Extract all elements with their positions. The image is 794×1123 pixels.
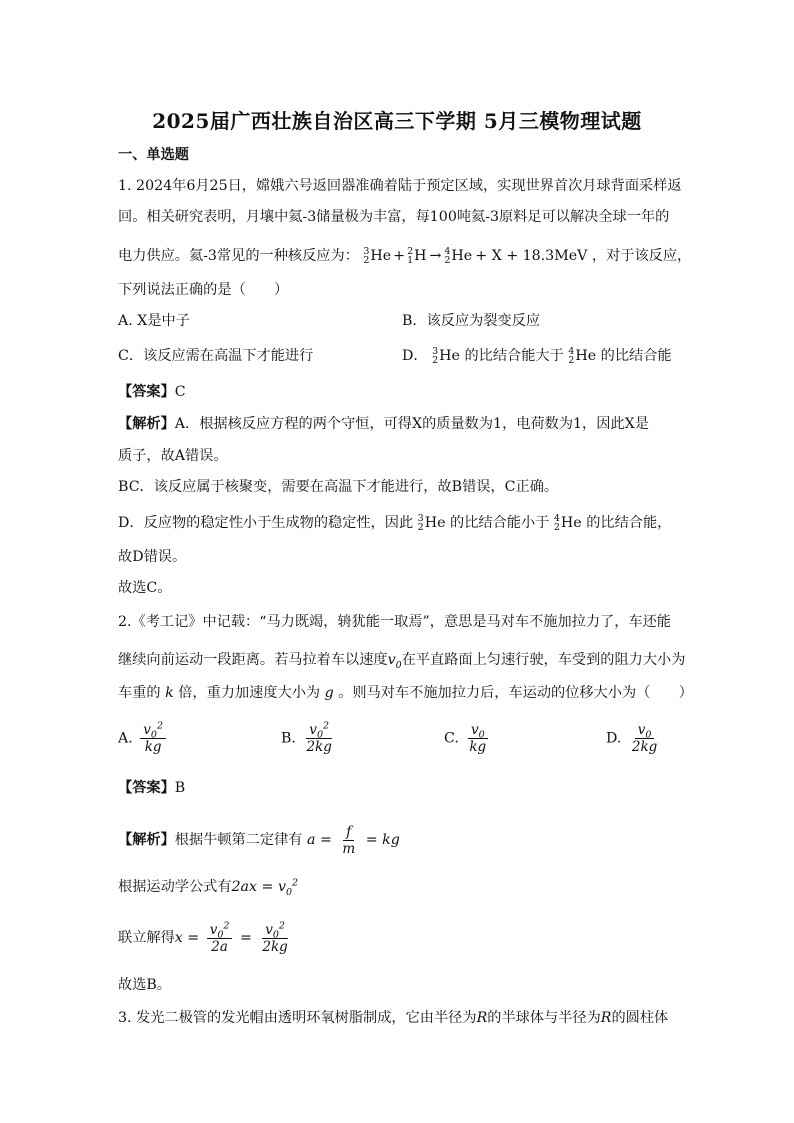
q1-line-4: 下列说法正确的是（ ）	[118, 282, 289, 298]
q2-analysis-1: 【解析】根据牛顿第二定律有 a = $\frac{f}{m}$ = kg	[118, 823, 400, 857]
q1-option-b: B．该反应为裂变反应	[402, 313, 541, 329]
q2-line-2: 继续向前运动一段距离。若马拉着车以速度$v_0$在平直路面上匀速行驶，车受到的阻力大小为	[118, 652, 686, 671]
q1-choose: 故选C。	[118, 580, 172, 596]
nuclear-equation: 3 2 He + 2 1 H → 4 2 He + X + 18.3MeV	[363, 246, 588, 266]
q2-answer: 【答案】B	[118, 780, 186, 796]
section-heading: 一、单选题	[118, 147, 189, 163]
q1-line-3-text: 电力供应。氦-3常见的一种核反应为：	[118, 248, 359, 264]
q1-line-2: 回。相关研究表明，月壤中氦-3储量极为丰富，每100吨氦-3原料足可以解决全球一年的	[118, 209, 670, 225]
q2-choose: 故选B。	[118, 977, 171, 993]
q1-line-1: 1. 2024年6月25日，嫦娥六号返回器准确着陆于预定区域，实现世界首次月球背面采样返	[118, 178, 682, 194]
q1-analysis-1: 【解析】A．根据核反应方程的两个守恒，可得X的质量数为1，电荷数为1，因此X是	[118, 416, 649, 432]
q2-option-d: D. $\frac{v_0}{2kg}$	[606, 722, 658, 755]
q1-analysis-5: 故D错误。	[118, 549, 187, 565]
q2-option-b: B. $\frac{v_0^2}{2kg}$	[281, 720, 332, 755]
q3-line-1: 3. 发光二极管的发光帽由透明环氧树脂制成，它由半径为R的半球体与半径为R的圆柱体	[118, 1010, 669, 1026]
q2-option-c: C. $\frac{v_0}{kg}$	[444, 722, 487, 755]
q2-option-a: A. $\frac{v_0^2}{kg}$	[118, 722, 169, 755]
q1-option-a: A. X是中子	[118, 313, 190, 329]
page-title: 2025届广西壮族自治区高三下学期 5月三模物理试题	[152, 109, 642, 133]
q1-analysis-2: 质子，故A错误。	[118, 448, 228, 464]
q1-line-3-tail: ，对于该反应，	[591, 248, 692, 264]
q1-analysis-4: D．反应物的稳定性小于生成物的稳定性，因此 3 2 He 的比结合能小于 4 2 He 的比结合能，	[118, 513, 672, 533]
q1-line-3	[118, 246, 691, 266]
q2-analysis-2: 根据运动学公式有$2ax = v_0^2$	[118, 877, 299, 898]
q2-analysis-3: 联立解得x = $\frac{v_0^2}{2a}$ = $\frac{v_0^2}{2kg}$	[118, 920, 288, 955]
q1-option-d: D． 3 2 He 的比结合能大于 4 2 He 的比结合能	[402, 346, 672, 366]
q1-analysis-3: BC．该反应属于核聚变，需要在高温下才能进行，故B错误，C正确。	[118, 479, 559, 495]
q2-line-1: 2.《考工记》中记载：“马力既竭，辀犹能一取焉”，意思是马对车不施加拉力了，车还能	[118, 614, 671, 630]
q1-option-c: C．该反应需在高温下才能进行	[118, 348, 314, 364]
q1-answer: 【答案】C	[118, 384, 186, 400]
q2-line-3: 车重的 k 倍，重力加速度大小为 g 。则马对车不施加拉力后，车运动的位移大小为（ ）	[118, 685, 693, 701]
